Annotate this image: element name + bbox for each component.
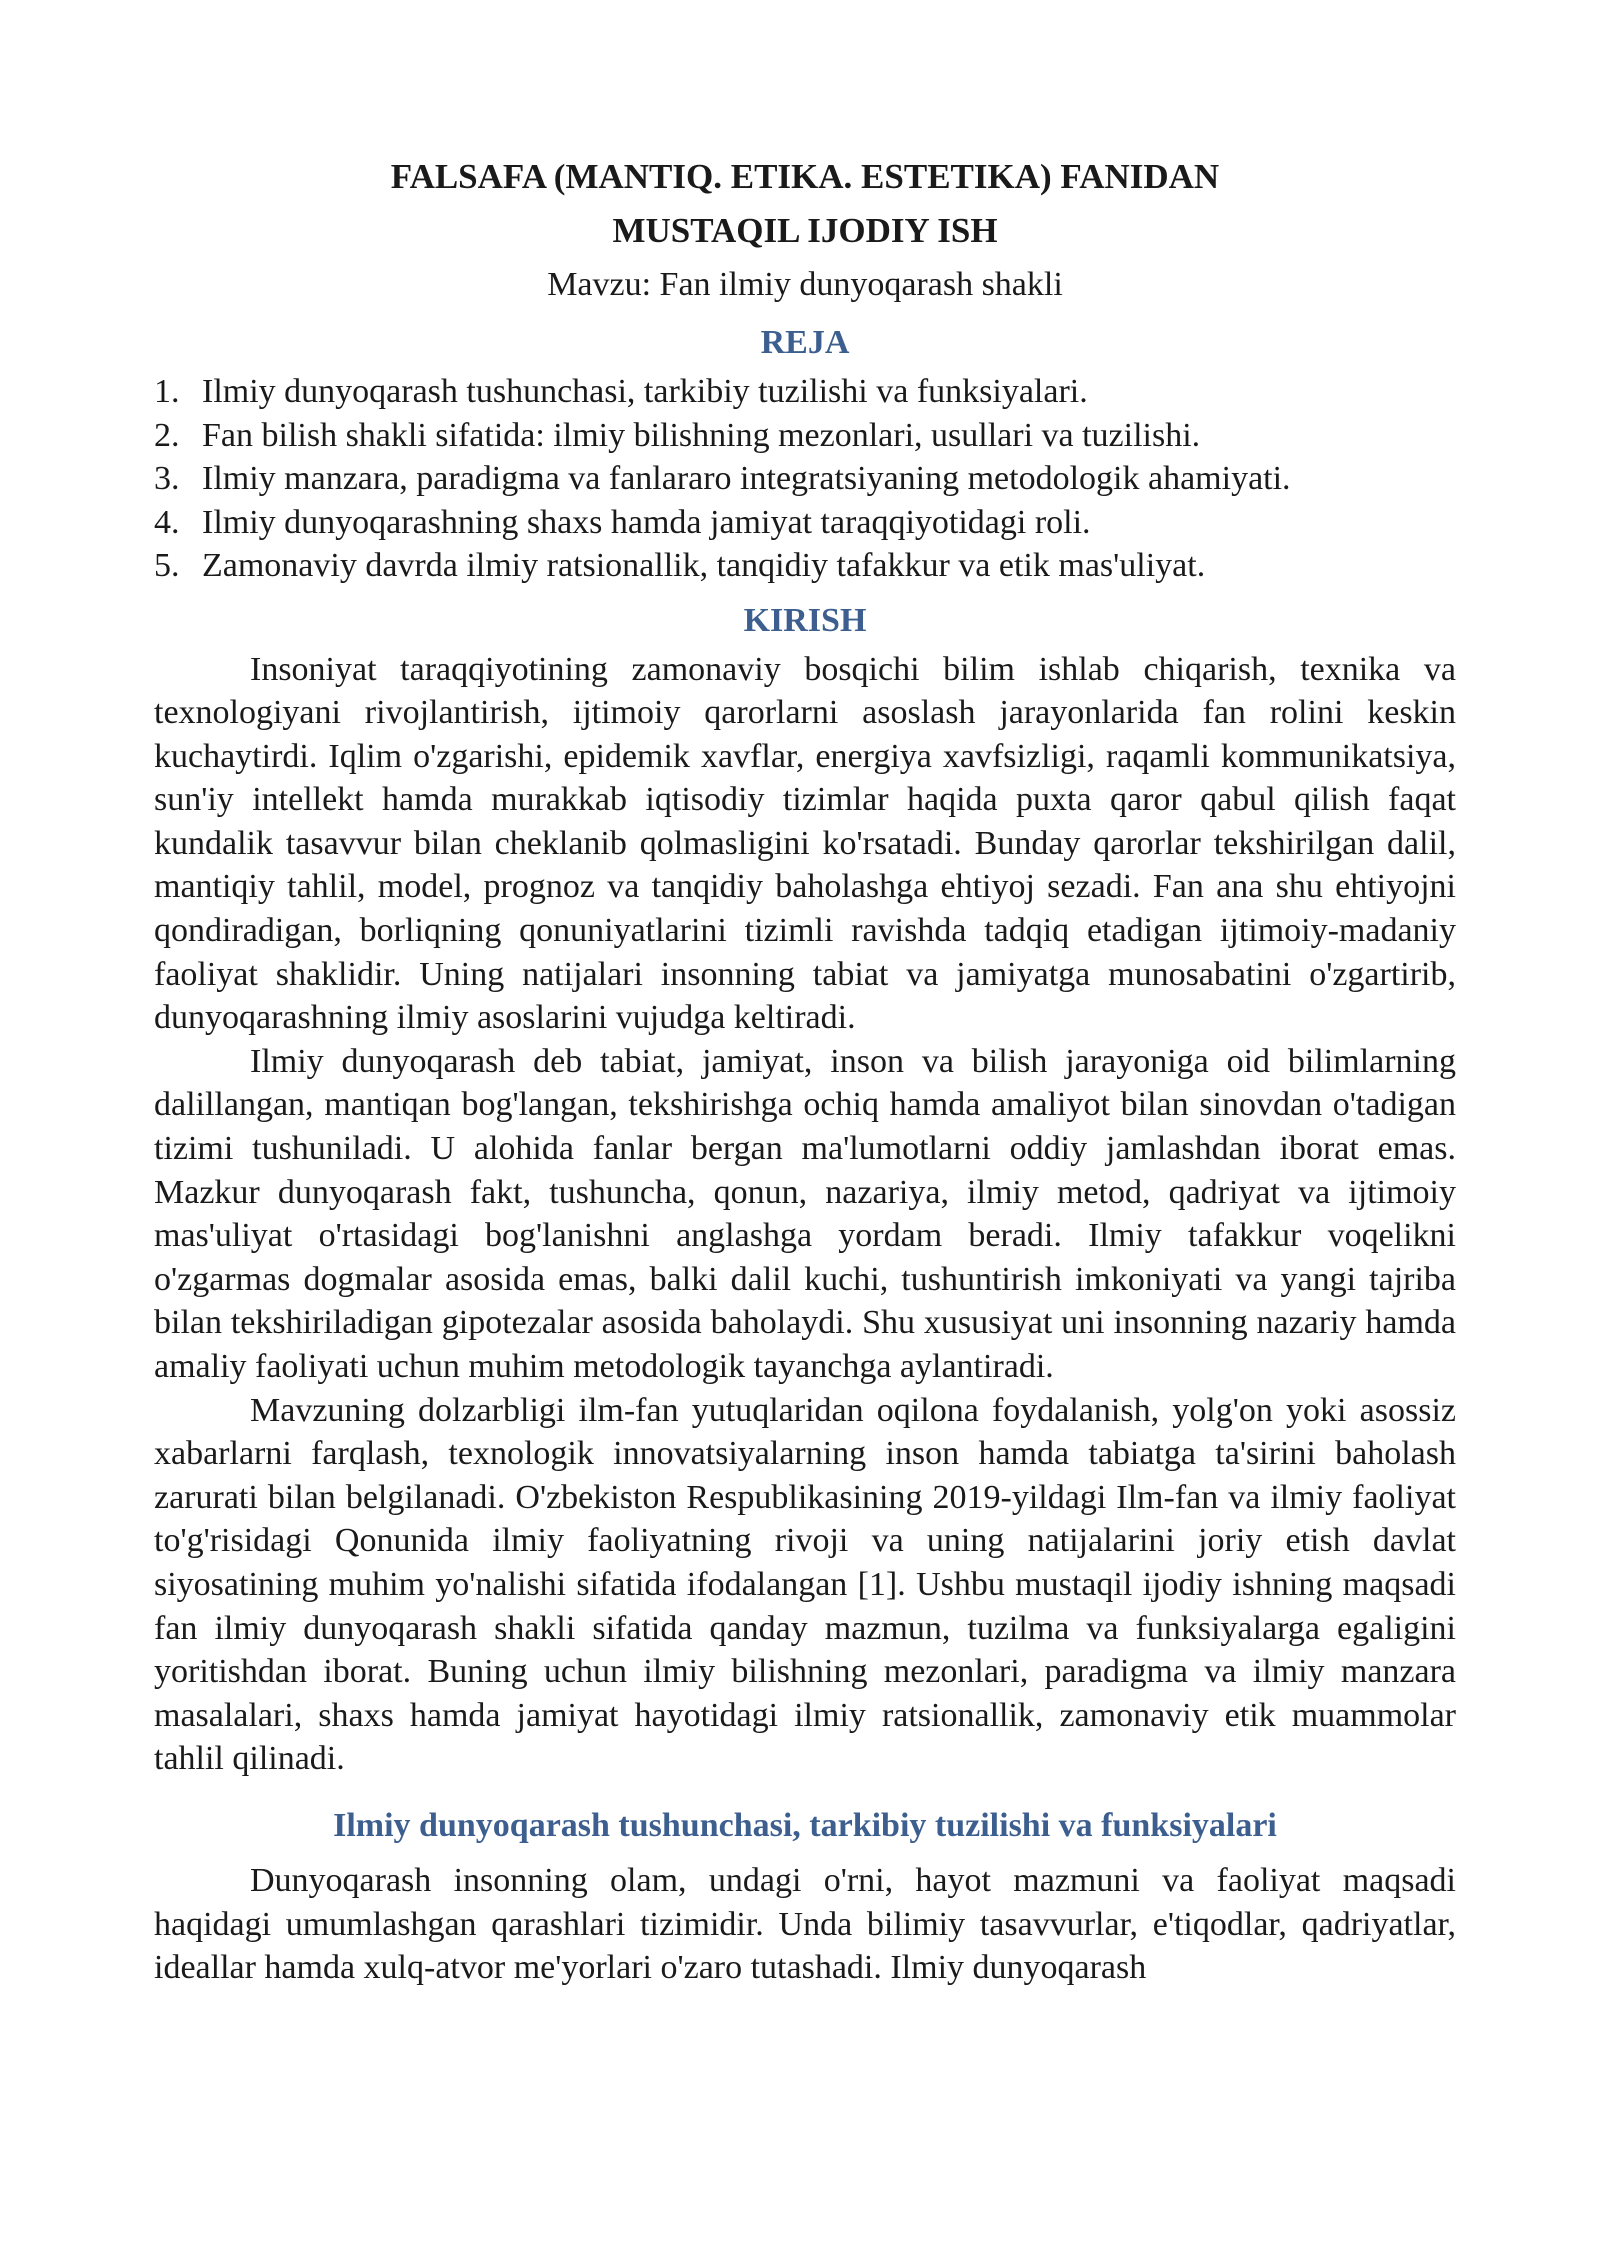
plan-item (154, 370, 1456, 414)
intro-paragraph-3: Mavzuning dolzarbligi ilm-fan yutuqlaridan oqilona foydalanish, yolg'on yoki asossiz xabarlarni farqlash, texnologik innovatsiyalarning inson hamda tabiatga ta'sirini baholash zarurati bilan belgilanadi. O'zbekiston Respublikasining 2019-yildagi Ilm-fan va ilmiy faoliyat to'g'risidagi Qonunida ilmiy faoliyatning rivoji va uning natijalarini joriy etish davlat siyosatining muhim yo'nalishi sifatida ifodalangan [1]. Ushbu mustaqil ijodiy ishning maqsadi fan ilmiy dunyoqarash shakli sifatida qanday mazmun, tuzilma va funksiyalarga egaligini yoritishdan iborat. Buning uchun ilmiy bilishning mezonlari, paradigma va ilmiy manzara masalalari, shaxs hamda jamiyat hayotidagi ilmiy ratsionallik, zamonaviy etik muammolar tahlil qilinadi. (154, 1391, 1456, 1778)
plan-item-number: 4. (154, 503, 180, 541)
plan-item-text: Fan bilish shakli sifatida: ilmiy bilishning mezonlari, usullari va tuzilishi. (202, 416, 1201, 454)
section-1-paragraph: Dunyoqarash insonning olam, undagi o'rni, hayot mazmuni va faoliyat maqsadi haqidagi umumlashgan qarashlari tizimidir. Unda bilimiy tasavvurlar, e'tiqodlar, qadriyatlar, ideallar hamda xulq-atvor me'yorlari o'zaro tutashadi. Ilmiy dunyoqarash (154, 1861, 1456, 1987)
plan-item-text: Ilmiy dunyoqarashning shaxs hamda jamiyat taraqqiyotidagi roli. (202, 503, 1091, 541)
document-page (154, 150, 1456, 1990)
intro-paragraph-1: Insoniyat taraqqiyotining zamonaviy bosqichi bilim ishlab chiqarish, texnika va texnologiyani rivojlantirish, ijtimoiy qarorlarni asoslash jarayonlarida fan rolini keskin kuchaytirdi. Iqlim o'zgarishi, epidemik xavflar, energiya xavfsizligi, raqamli kommunikatsiya, sun'iy intellekt hamda murakkab iqtisodiy tizimlar haqida puxta qaror qabul qilish faqat kundalik tasavvur bilan cheklanib qolmasligini ko'rsatadi. Bunday qarorlar tekshirilgan dalil, mantiqiy tahlil, model, prognoz va tanqidiy baholashga ehtiyoj sezadi. Fan ana shu ehtiyojni qondiradigan, borliqning qonuniyatlarini tizimli ravishda tadqiq etadigan ijtimoiy-madaniy faoliyat shaklidir. Uning natijalari insonning tabiat va jamiyatga munosabatini o'zgartirib, dunyoqarashning ilmiy asoslarini vujudga keltiradi. (154, 650, 1456, 1037)
plan-item-number: 5. (154, 547, 180, 584)
plan-item-text: Ilmiy manzara, paradigma va fanlararo integratsiyaning metodologik ahamiyati. (202, 460, 1291, 497)
document-title-line-2: MUSTAQIL IJODIY ISH (612, 211, 998, 250)
plan-item (154, 544, 1456, 588)
plan-item-text: Ilmiy dunyoqarash tushunchasi, tarkibiy tuzilishi va funksiyalari. (202, 373, 1088, 410)
plan-item-number: 3. (154, 460, 180, 497)
document-title-line-1: FALSAFA (MANTIQ. ETIKA. ESTETIKA) FANIDAN (390, 157, 1220, 196)
plan-item-text: Zamonaviy davrda ilmiy ratsionallik, tanqidiy tafakkur va etik mas'uliyat. (202, 547, 1206, 584)
intro-paragraph-2: Ilmiy dunyoqarash deb tabiat, jamiyat, inson va bilish jarayoniga oid bilimlarning dalillangan, mantiqan bog'langan, tekshirishga ochiq hamda amaliyot bilan sinovdan o'tadigan tizimi tushuniladi. U alohida fanlar bergan ma'lumotlarni oddiy jamlashdan iborat emas. Mazkur dunyoqarash fakt, tushuncha, qonun, nazariya, ilmiy metod, qadriyat va ijtimoiy mas'uliyat o'rtasidagi bog'lanishni anglashga yordam beradi. Ilmiy tafakkur voqelikni o'zgarmas dogmalar asosida emas, balki dalil kuchi, tushuntirish imkoniyati va yangi tajriba bilan tekshiriladigan gipotezalar asosida baholaydi. Shu xususiyat uni insonning nazariy hamda amaliy faoliyati uchun muhim metodologik tayanchga aylantiradi. (154, 1042, 1456, 1385)
plan-item-number: 1. (154, 373, 180, 410)
plan-item (154, 457, 1456, 501)
section-1-heading: Ilmiy dunyoqarash tushunchasi, tarkibiy tuzilishi va funksiyalari (333, 1806, 1277, 1844)
intro-heading: KIRISH (743, 601, 867, 639)
plan-item (154, 501, 1456, 545)
plan-list (154, 370, 1456, 588)
document-subtitle: Mavzu: Fan ilmiy dunyoqarash shakli (547, 266, 1063, 303)
plan-heading: REJA (760, 324, 850, 361)
plan-item (154, 414, 1456, 458)
plan-item-number: 2. (154, 416, 180, 454)
